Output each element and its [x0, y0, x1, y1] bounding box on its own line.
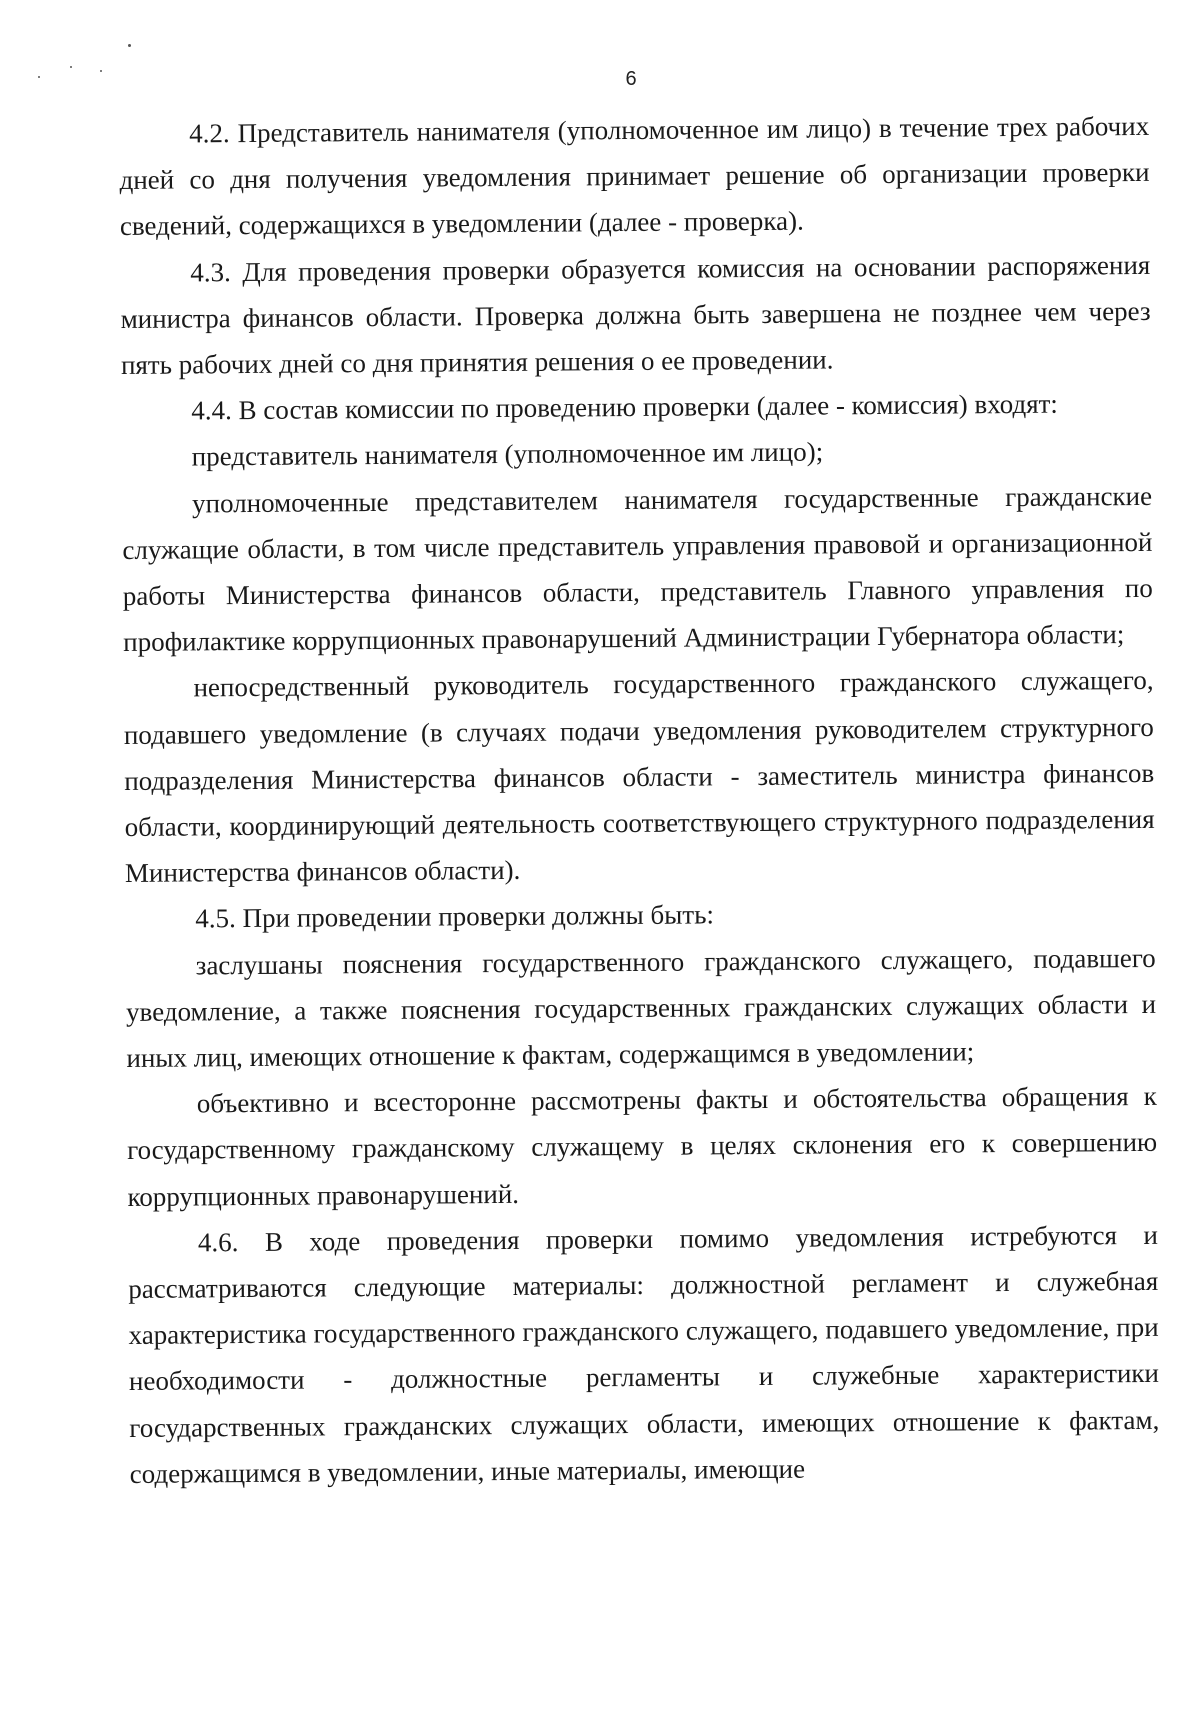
- paragraph-4-5-item-2: объективно и всесторонне рассмотрены факты и обстоятельства обращения к государственному гражданскому служащему в целях склонения его к совершению коррупционных правонарушений.: [127, 1081, 1158, 1212]
- paragraph-4-5: 4.5. При проведении проверки должны быть:: [195, 899, 715, 934]
- paragraph-4-3: 4.3. Для проведения проверки образуется комиссия на основании распоряжения министра финансов области. Проверка должна быть завершена не позднее чем через пять рабочих дней со дня принятия решения о ее проведении.: [120, 249, 1151, 381]
- paragraph-4-4: 4.4. В состав комиссии по проведению проверки (далее - комиссия) входят:: [191, 388, 1058, 426]
- paragraph-4-2: 4.2. Представитель нанимателя (уполномоченное им лицо) в течение трех рабочих дней со дня получения уведомления принимает решение об организации проверки сведений, содержащихся в уведомлении (далее - проверка).: [119, 110, 1150, 242]
- paragraph-4-4-item-2: уполномоченные представителем нанимателя государственные гражданские служащие области, в том числе представитель управления правовой и организационной работы Министерства финансов области, представитель Главного управления по профилактике коррупционных правонарушений Администрации Губернатора области;: [122, 480, 1153, 658]
- paragraph-4-4-item-1: представитель нанимателя (уполномоченное им лицо);: [191, 436, 824, 472]
- paragraph-4-4-item-3: непосредственный руководитель государственного гражданского служащего, подавшего уведомление (в случаях подачи уведомления руководителем структурного подразделения Министерства финансов области - заместитель министра финансов области, координирующий деятельность соответствующего структурного подразделения Министерства финансов области).: [123, 665, 1155, 889]
- page-number: 6: [625, 68, 637, 90]
- paragraph-4-5-item-1: заслушаны пояснения государственного гражданского служащего, подавшего уведомление, а также пояснения государственных гражданских служащих области и иных лиц, имеющих отношение к фактам, содержащимся в уведомлении;: [125, 942, 1157, 1074]
- document-body: [119, 103, 1160, 1497]
- paragraph-4-6: 4.6. В ходе проведения проверки помимо уведомления истребуются и рассматриваются следующие материалы: должностной регламент и служебная характеристика государственного гражданского служащего, подавшего уведомление, при необходимости - должностные регламенты и служебные характеристики государственных гражданских служащих области, имеющих отношение к фактам, содержащимся в уведомлении, иные материалы, имеющие: [128, 1219, 1160, 1489]
